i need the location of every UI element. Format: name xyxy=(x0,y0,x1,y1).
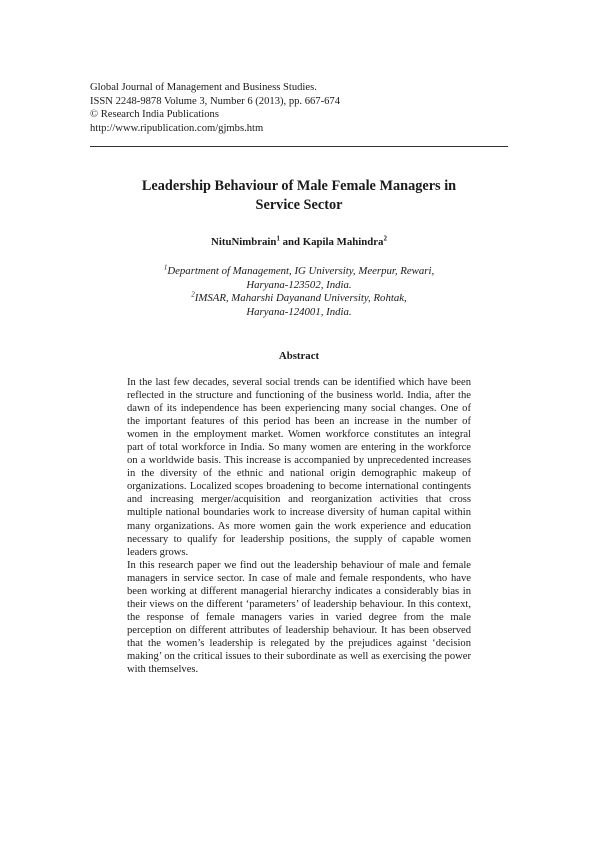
abstract-paragraph-2: In this research paper we find out the leadership behaviour of male and female managers in service sector. In case of male and female respondents, who have been working at different managerial hierarchy indicates a considerably bias in their views on the different ‘parameters’ of leadership behaviour. In this context, the response of female managers varies in varied degree from the male perception on different attributes of leadership behaviour. It has been observed that the women’s leadership is relegated by the prejudices against ‘decision making’ on the critical issues to their subordinate as well as exercising the power with themselves. xyxy=(127,559,471,676)
affiliation-mark-2: 2 xyxy=(191,290,195,299)
affiliation-2 xyxy=(60,292,538,306)
affiliation-mark-1: 1 xyxy=(163,263,168,272)
author-name-1: NituNimbrain xyxy=(211,236,277,248)
affiliation-2-line-1: IMSAR, Maharshi Dayanand University, Rohtak, xyxy=(194,292,407,304)
abstract-body xyxy=(127,376,471,676)
paper-title-line-1: Leadership Behaviour of Male Female Managers in xyxy=(141,178,457,194)
author-name-2: Kapila Mahindra xyxy=(302,236,384,248)
abstract-heading: Abstract xyxy=(278,350,320,362)
abstract-paragraph-1: In the last few decades, several social trends can be identified which have been reflected in the structure and functioning of the business world. India, after the dawn of its independence has been experiencing many social changes. One of the important features of this period has been an increase in the number of women in the employment market. Women workforce constitutes an integral part of total workforce in India. So many women are entering in the workforce on a worldwide basis. This increase is accompanied by unprecedented increases in the diversity of the ethnic and national origin demographic makeup of organizations. Localized scopes broadening to become international contingents and increasing merger/acquisition and reorganization activities that cross multiple national boundaries work to increase diversity of human capital within many organizations. As more women gain the work experience and education necessary to qualify for leadership positions, the supply of capable women leaders grows. xyxy=(127,377,471,558)
affiliation-1 xyxy=(60,265,538,279)
author-list xyxy=(60,235,538,249)
paper-title xyxy=(60,177,538,214)
paper-title-line-2: Service Sector xyxy=(255,196,343,213)
affiliation-2-line-2: Haryana-124001, India. xyxy=(246,305,352,318)
affiliation-1-line-2: Haryana-123502, India. xyxy=(246,278,352,291)
journal-url: http://www.ripublication.com/gjmbs.htm xyxy=(90,123,264,135)
journal-publisher: © Research India Publications xyxy=(90,109,219,121)
author-affiliation-mark-1: 1 xyxy=(276,234,280,243)
journal-issn: ISSN 2248-9878 Volume 3, Number 6 (2013), pp. 667-674 xyxy=(90,95,341,107)
header-divider xyxy=(90,146,508,147)
affiliation-1-line-1: Department of Management, IG University, Meerpur, Rewari, xyxy=(167,265,435,277)
author-affiliation-mark-2: 2 xyxy=(383,234,387,243)
affiliations xyxy=(60,265,538,319)
author-joiner: and xyxy=(279,236,303,248)
journal-header xyxy=(90,81,508,136)
journal-name: Global Journal of Management and Business Studies. xyxy=(90,82,317,93)
